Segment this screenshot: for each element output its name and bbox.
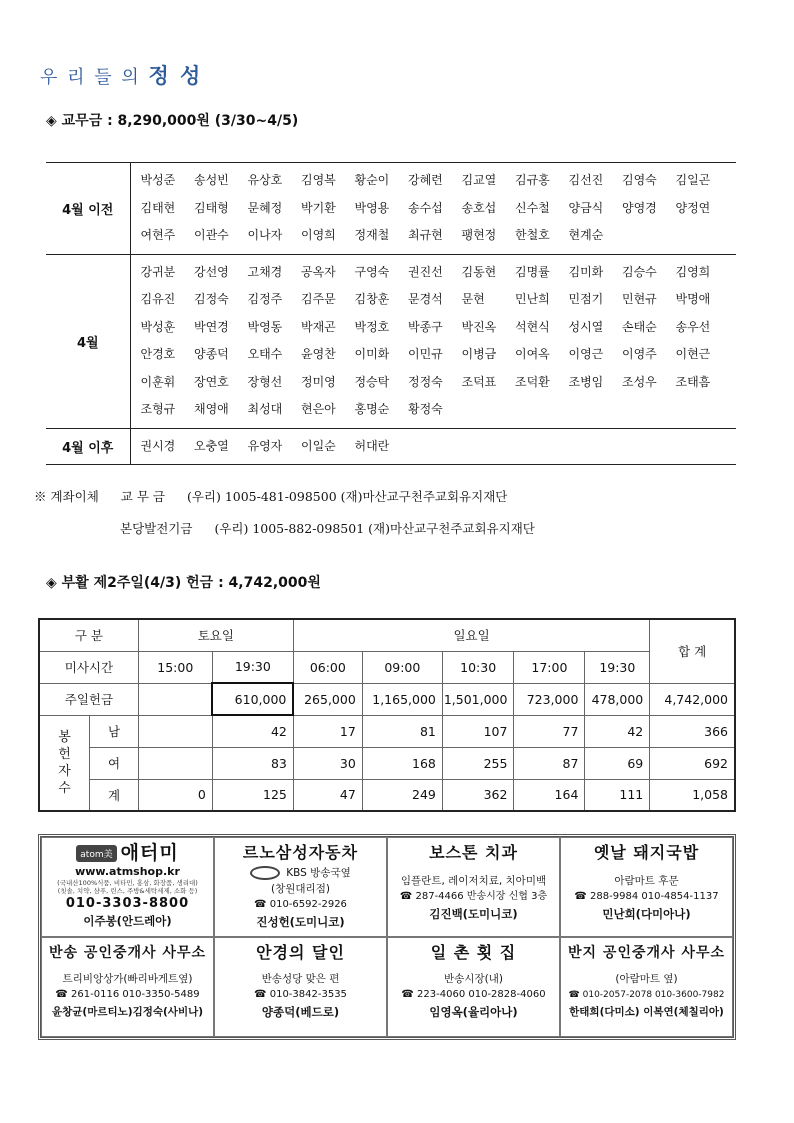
donor-name: 한철호 [515, 228, 550, 242]
donor-name: 이영희 [301, 228, 336, 242]
mass-time: 06:00 [293, 651, 362, 683]
donor-name: 강선영 [194, 264, 229, 279]
ad-owner: 김진백(도미니코) [429, 907, 518, 921]
donor-name: 김주문 [301, 292, 336, 306]
donor-name: 홍명순 [354, 402, 390, 416]
donor-name: 문현 [461, 292, 485, 306]
dues-heading: ◈ 교무금 : 8,290,000원 (3/30~4/5) [46, 113, 299, 129]
renault-logo-icon [250, 866, 280, 880]
donor-name: 김선진 [568, 173, 604, 187]
table-row [39, 747, 735, 779]
donor-name: 이나자 [247, 228, 283, 242]
donor-total: 1,058 [650, 779, 735, 811]
cash-total: 4,742,000 [650, 683, 735, 715]
ad-phone: ☎ 010-6592-2926 [254, 899, 347, 910]
transfer-line-dues [34, 487, 507, 505]
donor-name: 이미화 [354, 347, 390, 361]
donor-total: 692 [650, 747, 735, 779]
donor-value: 17 [293, 715, 362, 747]
donor-value: 81 [362, 715, 442, 747]
donor-name: 안경호 [140, 347, 176, 361]
donor-value: 87 [514, 747, 585, 779]
donor-name: 이관수 [194, 228, 229, 242]
donor-name: 오충열 [194, 438, 229, 453]
mass-time: 09:00 [362, 651, 442, 683]
ad-name: 옛날 돼지국밥 [593, 843, 700, 862]
donor-name: 이여옥 [515, 347, 550, 361]
donor-name: 김정주 [247, 292, 283, 306]
donor-name: 송성빈 [194, 173, 229, 187]
ad-sashimi: 일 촌 횟 집 반송시장(내) ☎ 223-4060 010-2828-4060 임영옥(율리아나) [387, 937, 560, 1037]
donor-name: 김일곤 [675, 173, 711, 187]
cash-value: 265,000 [293, 683, 362, 715]
donor-name: 권진선 [408, 264, 443, 279]
table-row [39, 779, 735, 811]
ad-name: 안경의 달인 [256, 943, 345, 962]
donor-name: 양정연 [675, 200, 711, 215]
donor-name: 성시열 [568, 319, 604, 334]
donor-name: 조병임 [568, 374, 604, 389]
donor-name: 여현주 [140, 228, 176, 242]
ad-name: 애터미 [120, 842, 179, 864]
donor-count-label: 봉 헌 자 수 [39, 715, 90, 811]
ad-phone: ☎ 010-3842-3535 [254, 989, 347, 1000]
dues-names-table [46, 162, 736, 465]
donor-name: 권시경 [140, 438, 176, 453]
donor-name: 김미화 [568, 264, 604, 279]
page-title: 우 리 들 의 정 성 [40, 64, 203, 88]
ad-boston-dental: 보스톤 치과 임플란트, 레이저치료, 치아미백 ☎ 287-4466 반송시장 신협 3층 김진백(도미니코) [387, 837, 560, 937]
table-row [39, 715, 735, 747]
donor-name: 정재철 [354, 228, 390, 242]
donor-value: 30 [293, 747, 362, 779]
donor-name: 박정호 [354, 319, 390, 334]
donor-name: 이훈휘 [140, 374, 176, 389]
donor-name: 이병금 [461, 347, 497, 361]
ad-name: 보스톤 치과 [429, 843, 518, 862]
row-label: 계 [90, 779, 139, 811]
donor-value: 69 [585, 747, 650, 779]
ad-name: 르노삼성자동차 [242, 843, 359, 862]
offering-heading: ◈ 부활 제2주일(4/3) 헌금 : 4,742,000원 [46, 575, 321, 591]
donor-name: 강혜련 [408, 173, 443, 187]
donor-name: 석현식 [515, 319, 550, 334]
mass-time: 19:30 [212, 651, 293, 683]
donor-name: 김영복 [301, 173, 336, 187]
donor-name: 김창훈 [354, 292, 390, 306]
donor-name: 김동현 [461, 264, 497, 279]
donor-name: 강귀분 [140, 264, 176, 279]
donor-value: 249 [362, 779, 442, 811]
row-label: 남 [90, 715, 139, 747]
donor-name: 양금식 [568, 200, 604, 215]
donor-name: 문혜정 [247, 200, 283, 215]
name-grid [141, 167, 737, 250]
header-saturday: 토요일 [138, 619, 293, 651]
donor-name: 박성훈 [140, 319, 176, 334]
donor-name: 장연호 [194, 374, 229, 389]
donor-value [138, 747, 212, 779]
donor-name: 정미영 [301, 374, 336, 389]
transfer-label: 교 무 금 [120, 489, 165, 504]
cash-value: 1,501,000 [442, 683, 514, 715]
table-row [39, 619, 735, 651]
header-total: 합 계 [650, 619, 735, 683]
ad-bansong-realty: 반송 공인중개사 사무소 트리비앙상가(빠리바게트옆) ☎ 261-0116 010-3350-5489 윤창균(마르티노)김정숙(사비나) [41, 937, 214, 1037]
ad-owner: 민난희(다미아나) [602, 907, 691, 921]
ad-gukbap: 옛날 돼지국밥 아람마트 후문 ☎ 288-9984 010-4854-1137 민난희(다미아나) [560, 837, 733, 937]
ad-name: 일 촌 횟 집 [430, 943, 517, 962]
transfer-account: (우리) 1005-481-098500 (재)마산교구천주교회유지재단 [186, 489, 508, 504]
donor-value: 255 [442, 747, 514, 779]
header-sunday: 일요일 [293, 619, 649, 651]
mass-time-label: 미사시간 [39, 651, 138, 683]
donor-name: 조태흠 [675, 374, 711, 389]
donor-name: 이영주 [622, 347, 657, 361]
name-grid [141, 433, 737, 461]
donor-name: 김승수 [622, 264, 657, 279]
donor-value: 164 [514, 779, 585, 811]
donor-name: 오태수 [247, 347, 283, 361]
donor-name: 이현근 [675, 347, 711, 361]
donor-name: 김영숙 [622, 173, 657, 187]
donor-name: 고채경 [247, 264, 283, 279]
donor-name: 손태순 [622, 319, 657, 334]
donor-name: 문경석 [408, 292, 443, 306]
transfer-account: (우리) 1005-882-098501 (재)마산교구천주교회유지재단 [214, 521, 535, 536]
donor-name: 김정숙 [194, 292, 229, 306]
donor-name: 양종덕 [194, 347, 229, 361]
ad-atomy: atom美 애터미 www.atmshop.kr (국내산100%식품, 비타민, 홍삼, 화장품, 생리대) (칫솔, 치약, 샴푸, 린스, 주방&세탁세제, 소화 등) 010-3303-8800 이주봉(안드레아) [41, 837, 214, 937]
donor-name: 장형선 [247, 374, 283, 389]
ad-owner: 양종덕(베드로) [261, 1005, 340, 1019]
donor-name: 송수섭 [408, 200, 443, 215]
donor-name: 김명률 [515, 264, 550, 279]
mass-time: 19:30 [585, 651, 650, 683]
donor-total: 366 [650, 715, 735, 747]
donor-name: 황정숙 [408, 402, 443, 416]
transfer-label: 본당발전기금 [120, 521, 193, 536]
table-row [39, 651, 735, 683]
donor-name: 조덕표 [461, 374, 497, 389]
cash-value: 1,165,000 [362, 683, 442, 715]
donor-name: 유영자 [247, 438, 283, 453]
donor-name: 윤영찬 [301, 347, 336, 361]
cash-value: 723,000 [514, 683, 585, 715]
donor-name: 박성준 [140, 173, 176, 187]
dues-group [46, 428, 736, 465]
ad-owner: 임영옥(율리아나) [429, 1005, 518, 1019]
mass-time: 10:30 [442, 651, 514, 683]
dues-group-label: 4월 이후 [46, 428, 130, 465]
name-grid [141, 259, 737, 424]
donor-name: 송우선 [675, 319, 711, 334]
table-row [39, 683, 735, 715]
ad-banji-realty: 반지 공인중개사 사무소 (아람마트 옆) ☎ 010-2057-2078 010-3600-7982 한태희(다미소) 이복연(체칠리아) [560, 937, 733, 1037]
donor-value: 77 [514, 715, 585, 747]
donor-name: 이영근 [568, 347, 604, 361]
donor-name: 박명애 [675, 292, 711, 306]
donor-value: 125 [212, 779, 293, 811]
donor-name: 조형규 [140, 402, 176, 416]
donor-name: 김교열 [461, 173, 497, 187]
donor-name: 조성우 [622, 374, 657, 389]
ad-phone: ☎ 261-0116 010-3350-5489 [55, 989, 200, 1000]
donor-value: 168 [362, 747, 442, 779]
donor-name: 구영숙 [354, 264, 390, 279]
donor-name: 김유진 [140, 292, 176, 306]
donor-name: 황순이 [354, 173, 390, 187]
donor-name: 박종구 [408, 319, 443, 334]
dues-group-label: 4월 이전 [46, 163, 130, 255]
mass-time: 15:00 [138, 651, 212, 683]
donor-value: 42 [212, 715, 293, 747]
donor-name: 민현규 [622, 292, 657, 306]
atomy-logo: atom美 [76, 845, 116, 862]
donor-name: 팽현정 [461, 228, 497, 242]
donor-name: 민점기 [568, 292, 604, 306]
ad-name: 반지 공인중개사 사무소 [568, 945, 725, 961]
donor-value: 42 [585, 715, 650, 747]
donor-name: 송호섭 [461, 200, 497, 215]
donor-name: 박재곤 [301, 319, 336, 334]
donor-name: 정승탁 [354, 374, 390, 389]
donor-name: 김영희 [675, 264, 711, 279]
dues-group [46, 254, 736, 428]
donor-value: 47 [293, 779, 362, 811]
ad-renault: 르노삼성자동차 KBS 방송국옆 (창원대리점) ☎ 010-6592-2926 진성헌(도미니코) [214, 837, 387, 937]
donor-name: 양영경 [622, 200, 657, 215]
donor-name: 신수철 [515, 200, 550, 215]
transfer-note: ※ 계좌이체 [34, 489, 99, 504]
donor-name: 박영용 [354, 200, 390, 215]
cash-value: 610,000 [212, 683, 293, 715]
donor-name: 정정숙 [408, 374, 443, 389]
row-label: 여 [90, 747, 139, 779]
donor-name: 허대란 [354, 438, 390, 453]
ad-phone: ☎ 010-2057-2078 010-3600-7982 [568, 990, 725, 1000]
donor-name: 박기환 [301, 200, 336, 215]
donor-value: 0 [138, 779, 212, 811]
donor-name: 김규홍 [515, 173, 550, 187]
donor-name: 최성대 [247, 402, 283, 416]
ad-phone: ☎ 288-9984 010-4854-1137 [574, 891, 719, 902]
donor-value: 107 [442, 715, 514, 747]
ad-phone: ☎ 287-4466 반송시장 신협 3층 [399, 891, 548, 902]
dues-group [46, 163, 736, 255]
ad-owner: 이주봉(안드레아) [83, 914, 172, 928]
cash-value: 478,000 [585, 683, 650, 715]
donor-name: 박연경 [194, 319, 229, 334]
donor-value: 362 [442, 779, 514, 811]
donor-name: 박진옥 [461, 319, 497, 334]
donor-name: 채영애 [194, 402, 229, 416]
donor-value: 111 [585, 779, 650, 811]
ad-owner: 한태희(다미소) 이복연(체칠리아) [569, 1006, 724, 1018]
donor-name: 공옥자 [301, 264, 336, 279]
donor-name: 최규현 [408, 228, 443, 242]
header-category: 구 분 [39, 619, 138, 651]
donor-name: 박영동 [247, 319, 283, 334]
ad-phone: ☎ 223-4060 010-2828-4060 [401, 989, 546, 1000]
transfer-line-fund [120, 519, 535, 537]
donor-value: 83 [212, 747, 293, 779]
ad-url: www.atmshop.kr [75, 865, 180, 878]
donor-name: 이일순 [301, 438, 336, 453]
ads-grid [38, 834, 736, 1040]
ad-owner: 윤창균(마르티노)김정숙(사비나) [51, 1006, 204, 1018]
cash-value [138, 683, 212, 715]
ad-name: 반송 공인중개사 사무소 [49, 945, 206, 961]
donor-name: 민난희 [515, 292, 550, 306]
dues-group-label: 4월 [46, 254, 130, 428]
donor-name: 김태형 [194, 200, 229, 215]
mass-time: 17:00 [514, 651, 585, 683]
donor-name: 유상호 [247, 173, 283, 187]
offering-table [38, 618, 736, 812]
donor-name: 조덕환 [515, 374, 550, 389]
donor-name: 이민규 [408, 347, 443, 361]
ad-owner: 진성헌(도미니코) [256, 915, 345, 929]
ad-phone: 010-3303-8800 [65, 896, 190, 911]
donor-name: 김태현 [140, 200, 176, 215]
donor-name: 현계순 [568, 228, 604, 242]
donor-value [138, 715, 212, 747]
donor-name: 현은아 [301, 402, 336, 416]
ad-glasses: 안경의 달인 반송성당 맞은 편 ☎ 010-3842-3535 양종덕(베드로) [214, 937, 387, 1037]
cash-label: 주일헌금 [39, 683, 138, 715]
